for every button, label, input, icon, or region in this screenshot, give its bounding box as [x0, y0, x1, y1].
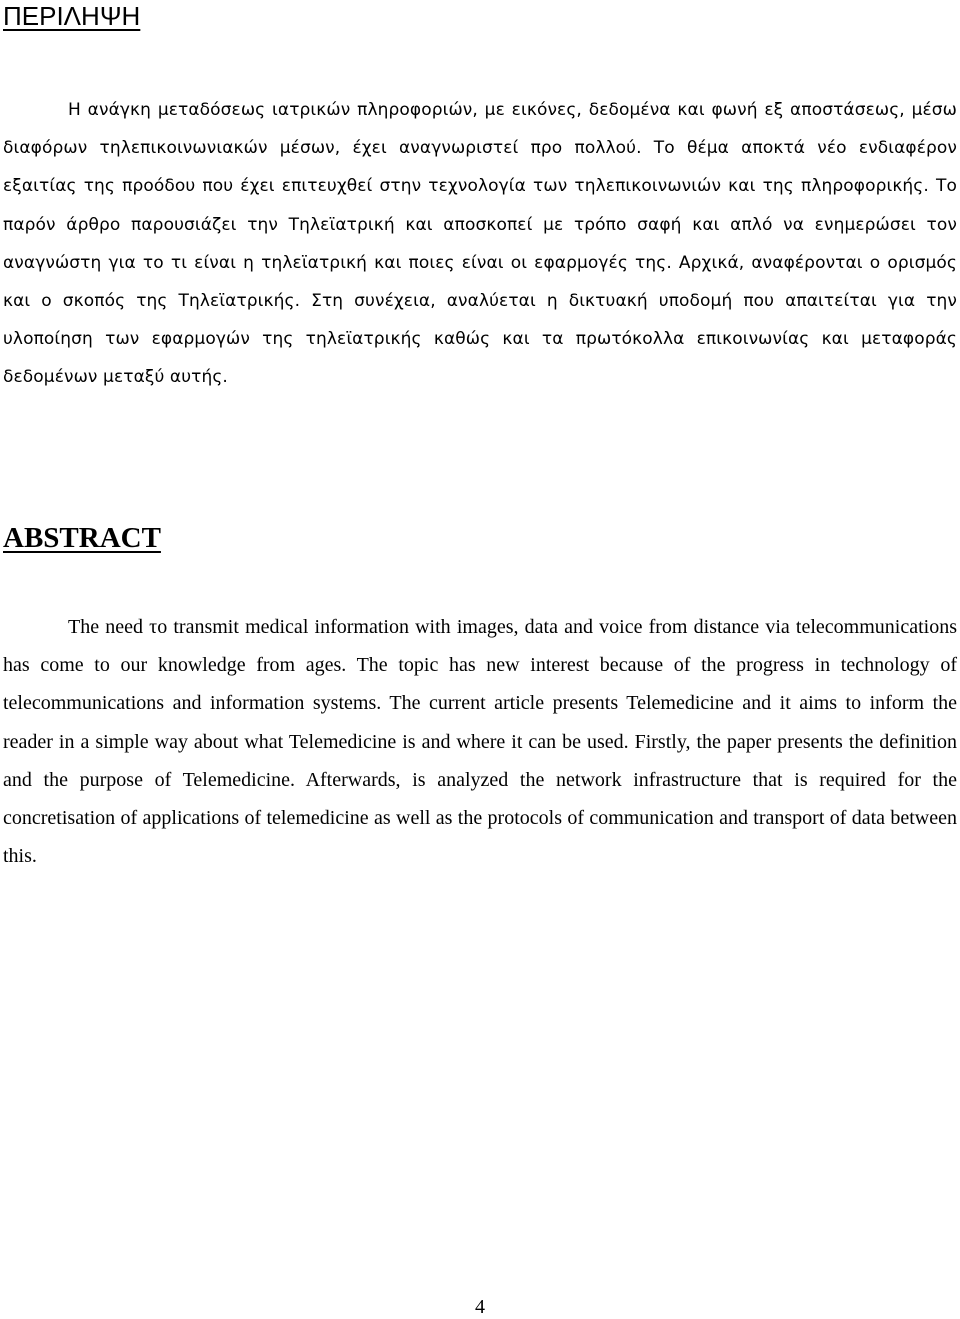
page-number: 4: [475, 1296, 485, 1318]
summary-paragraph: Η ανάγκη μεταδόσεως ιατρικών πληροφοριών, με εικόνες, δεδομένα και φωνή εξ αποστάσεως, μέσω διαφόρων τηλεπικοινωνιακών μέσων, έχει αναγνωριστεί προ πολλού. Το θέμα αποκτά νέο ενδιαφέρον εξαιτίας της προόδου που έχει επιτευχθεί στην τεχνολογία των τηλεπικοινωνιών και της πληροφορικής. Το παρόν άρθρο παρουσιάζει την Τηλεϊατρική και αποσκοπεί με τρόπο σαφή και απλό να ενημερώσει τον αναγνώστη για το τι είναι η τηλεϊατρική και ποιες είναι οι εφαρμογές της. Αρχικά, αναφέρονται ο ορισμός και ο σκοπός της Τηλεϊατρικής. Στη συνέχεια, αναλύεται η δικτυακή υποδομή που απαιτείται για την υλοποίηση των εφαρμογών της τηλεϊατρικής καθώς και τα πρωτόκολλα επικοινωνίας και μεταφοράς δεδομένων μεταξύ αυτής.: [3, 100, 957, 388]
summary-heading: ΠΕΡΙΛΗΨΗ: [3, 1, 141, 31]
abstract-heading: ABSTRACT: [3, 522, 161, 554]
abstract-paragraph: The need το transmit medical information with images, data and voice from distance via telecommunications has come to our knowledge from ages. The topic has new interest because of the progress in technology of telecommunications and information systems. The current article presents Telemedicine and it aims to inform the reader in a simple way about what Telemedicine is and where it can be used. Firstly, the paper presents the definition and the purpose of Telemedicine. Afterwards, is analyzed the network infrastructure that is required for the concretisation of applications of telemedicine as well as the protocols of communication and transport of data between this.: [3, 616, 957, 868]
